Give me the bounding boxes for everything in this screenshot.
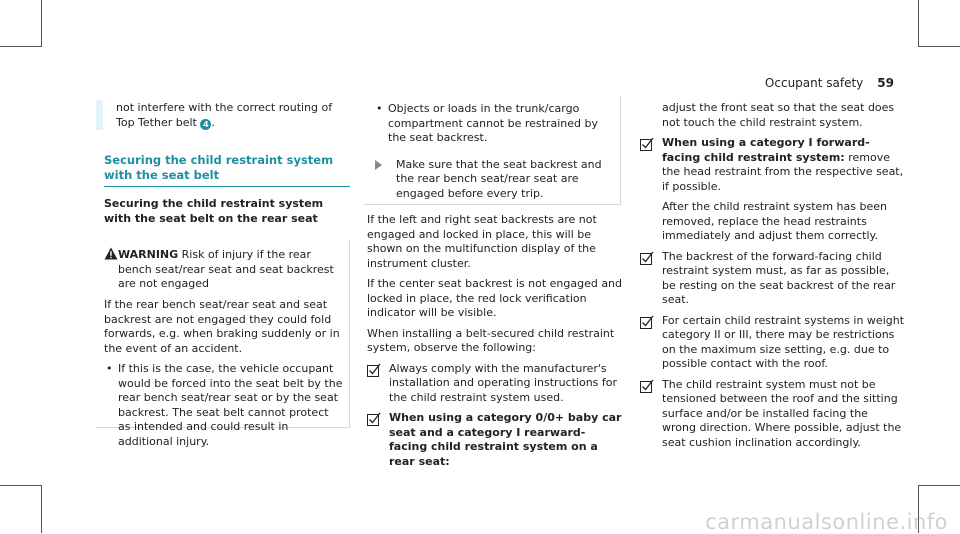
crop-mark [918,485,960,486]
crop-mark [0,46,42,47]
crop-mark [41,0,42,47]
paragraph: When installing a belt-secured child restraint system, observe the following: [367,326,615,354]
action-step: Make sure that the seat backrest and the rear bench seat/rear seat are engaged before every trip. [374,158,612,202]
list-item: • Objects or loads in the trunk/cargo compartment cannot be restrained by the seat backrest. [376,102,598,144]
callout-badge: 4 [200,119,211,130]
warning-body [104,298,344,449]
checklist-item: When using a category I forward-facing child restraint system: remove the head restraint from the respective seat, if possible. After the child restraint system has been removed, replace the head restraints immediately and adjust them correctly. [640,136,905,244]
bullet-icon: • [376,102,383,115]
column-middle [367,213,622,469]
section-title: Occupant safety [764,76,864,90]
paragraph: After the child restraint system has been removed, replace the head restraints immediately and adjust them correctly. [662,200,887,242]
continuation-marker [96,100,103,130]
checkbox-icon [367,412,381,426]
checklist-item: When using a category 0/0+ baby car seat and a category I rearward-facing child restraint system on a rear seat: [367,411,622,469]
warning-box [96,240,350,448]
checklist-item: For certain child restraint systems in weight category II or III, there may be restrictions on the maximum size setting, e.g. due to possible contact with the roof. [640,314,905,372]
action-arrow-icon [375,160,382,170]
warning-paragraph: If the rear bench seat/rear seat and seat backrest are not engaged they could fold forwards, e.g. when braking suddenly or in the event of an accident. [104,298,340,355]
warning-continuation-box [364,96,621,205]
page-header [765,76,894,91]
section-heading: Securing the child restraint system with the seat belt [104,153,334,182]
checkbox-icon [640,251,654,265]
paragraph: If the center seat backrest is not engaged and locked in place, the red lock verification indicator will be visible. [367,277,623,319]
paragraph: adjust the front seat so that the seat does not touch the child restraint system. [662,101,895,129]
paragraph: If the left and right seat backrests are not engaged and locked in place, this will be shown on the multifunction display of the instrument cluster. [367,213,597,270]
page-number: 59 [877,76,894,90]
crop-mark [918,46,960,47]
subheading: Securing the child restraint system with the seat belt on the rear seat [104,197,324,225]
warning-icon [104,247,118,260]
checklist-item: The child restraint system must not be tensioned between the roof and the sitting surface and/or be installed facing the wrong direction. Where possible, adjust the seat cushion inclination accordingly. [640,378,905,451]
bullet-icon: • [106,362,113,375]
warning-text: WARNING Risk of injury if the rear bench seat/rear seat and seat backrest are not engaged [118,248,334,290]
column-right [640,101,905,450]
checkbox-icon [640,137,654,151]
section [104,153,350,226]
crop-mark [41,485,42,533]
checklist-item: Always comply with the manufacturer's installation and operating instructions for the child restraint system used. [367,362,622,406]
heading-rule [104,186,350,187]
checklist-item: The backrest of the forward-facing child restraint system must, as far as possible, be resting on the seat backrest of the rear seat. [640,250,905,308]
watermark: carmanualsonline.info [705,509,948,534]
checkbox-icon [367,363,381,377]
column-left [116,101,351,136]
checkbox-icon [640,379,654,393]
box-content [374,102,612,201]
intro-text: not interfere with the correct routing of Top Tether belt 4 . [116,101,333,129]
crop-mark [918,0,919,47]
crop-mark [0,485,42,486]
checkbox-icon [640,315,654,329]
list-item: • If this is the case, the vehicle occupant would be forced into the seat belt by the rear bench seat/rear seat or by the seat backrest. The seat belt cannot protect as intended and could result in additional injury. [106,362,343,448]
